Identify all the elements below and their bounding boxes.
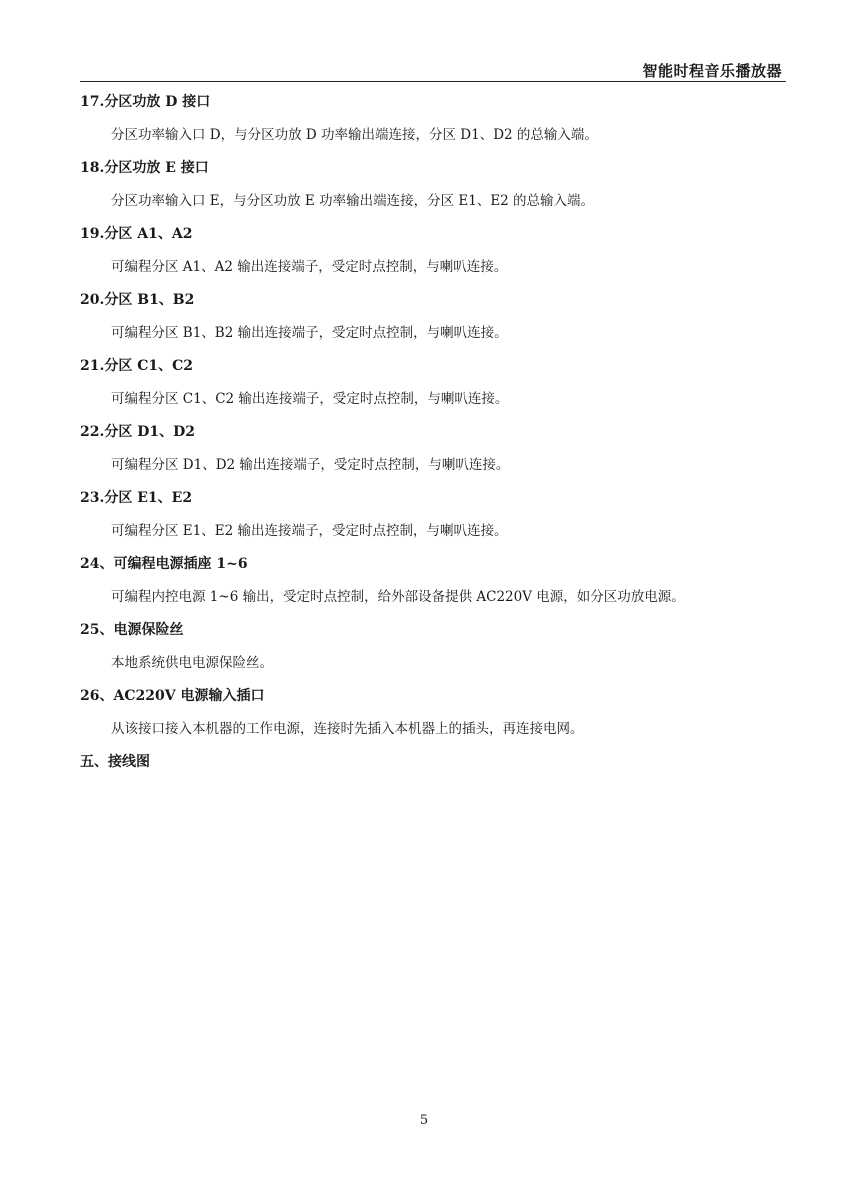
section-heading: 26、AC220V 电源输入插口 <box>80 688 265 704</box>
section-23 <box>80 482 780 548</box>
header-divider <box>80 81 786 82</box>
section-26 <box>80 680 780 746</box>
chapter-heading-wiring-diagram: 五、接线图 <box>80 754 150 770</box>
section-17 <box>80 86 780 152</box>
section-text: 可编程内控电源 1~6 输出，受定时点控制，给外部设备提供 AC220V 电源，如分区功放电源。 <box>111 589 685 605</box>
section-text: 可编程分区 D1、D2 输出连接端子，受定时点控制，与喇叭连接。 <box>111 457 510 473</box>
section-18 <box>80 152 780 218</box>
section-heading: 17.分区功放 D 接口 <box>80 94 211 110</box>
section-text: 可编程分区 C1、C2 输出连接端子，受定时点控制，与喇叭连接。 <box>111 391 509 407</box>
section-text: 可编程分区 A1、A2 输出连接端子，受定时点控制，与喇叭连接。 <box>111 259 508 275</box>
section-heading: 22.分区 D1、D2 <box>80 424 195 440</box>
section-text: 从该接口接入本机器的工作电源，连接时先插入本机器上的插头，再连接电网。 <box>111 721 584 737</box>
section-21 <box>80 350 780 416</box>
section-heading: 18.分区功放 E 接口 <box>80 160 209 176</box>
section-20 <box>80 284 780 350</box>
section-text: 分区功率输入口 D，与分区功放 D 功率输出端连接，分区 D1、D2 的总输入端。 <box>111 127 598 143</box>
section-heading: 21.分区 C1、C2 <box>80 358 193 374</box>
document-body <box>80 86 780 779</box>
section-heading: 25、电源保险丝 <box>80 622 184 638</box>
section-22 <box>80 416 780 482</box>
section-heading: 24、可编程电源插座 1~6 <box>80 556 248 572</box>
section-text: 可编程分区 E1、E2 输出连接端子，受定时点控制，与喇叭连接。 <box>111 523 508 539</box>
section-heading: 23.分区 E1、E2 <box>80 490 193 506</box>
section-19 <box>80 218 780 284</box>
header-title: 智能时程音乐播放器 <box>642 62 782 80</box>
section-text: 可编程分区 B1、B2 输出连接端子，受定时点控制，与喇叭连接。 <box>111 325 508 341</box>
section-text: 本地系统供电电源保险丝。 <box>111 655 273 671</box>
page-number: 5 <box>419 1113 429 1128</box>
section-heading: 19.分区 A1、A2 <box>80 226 193 242</box>
section-25 <box>80 614 780 680</box>
section-heading: 20.分区 B1、B2 <box>80 292 195 308</box>
section-24 <box>80 548 780 614</box>
section-text: 分区功率输入口 E，与分区功放 E 功率输出端连接，分区 E1、E2 的总输入端。 <box>111 193 595 209</box>
